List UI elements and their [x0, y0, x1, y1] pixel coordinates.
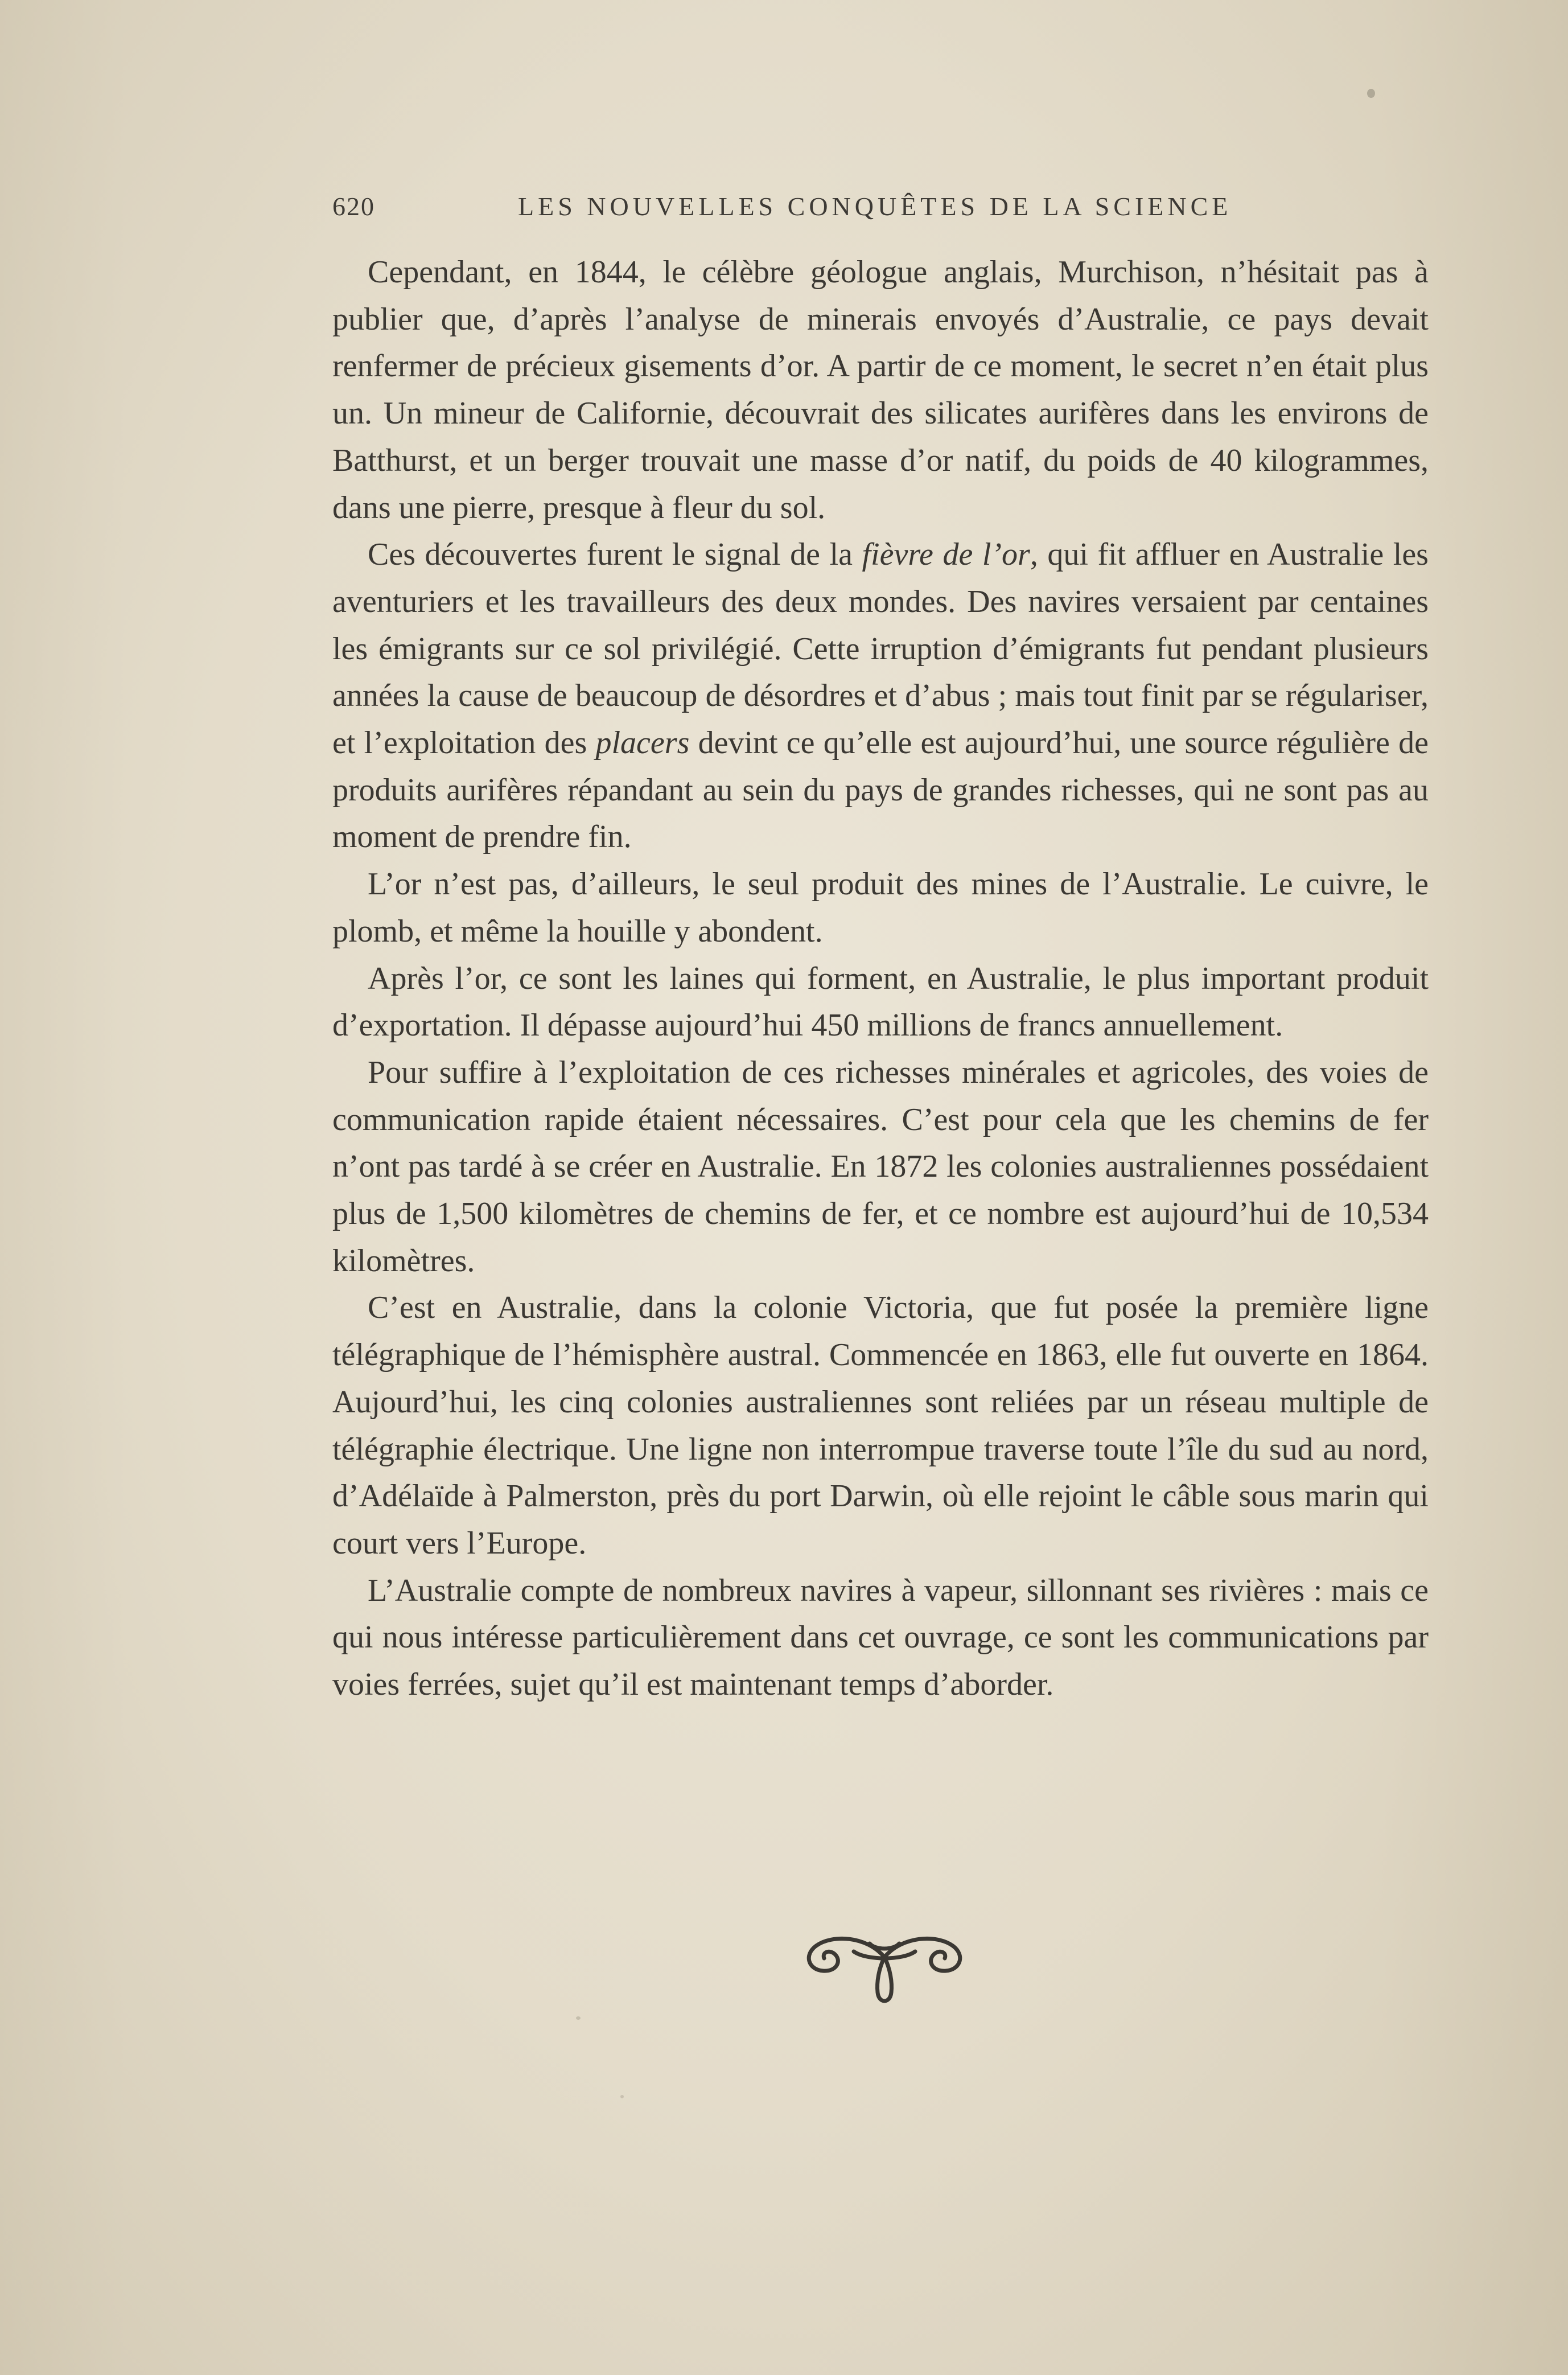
- paragraph-text: devint ce qu’elle est aujourd’hui, une source régulière de produits aurifères répandant au sein du pays de grandes richesses, qui ne sont pas au moment de prendre fin.: [332, 725, 1429, 855]
- paragraph-steamships: L’Australie compte de nombreux navires à vapeur, sillonnant ses rivières : mais ce qui nous intéresse particulièrement dans cet ouvrage, ce sont les communications par voies ferrées, sujet qu’il est maintenant temps d’aborder.: [332, 1572, 1429, 1703]
- paper-speck: [1367, 89, 1375, 98]
- paragraph-murchison: Cependant, en 1844, le célèbre géologue anglais, Murchison, n’hésitait pas à publier que, d’après l’analyse de minerais envoyés d’Australie, ce pays devait renfermer de précieux gisements d’or. A partir de ce moment, le secret n’en était plus un. Un mineur de Californie, découvrait des silicates aurifères dans les environs de Batthurst, et un berger trouvait une masse d’or natif, du poids de 40 kilogrammes, dans une pierre, presque à fleur du sol.: [332, 254, 1429, 525]
- paper-speck: [620, 2095, 624, 2098]
- page-number: 620: [332, 192, 375, 221]
- paragraph-telegraph: C’est en Australie, dans la colonie Victoria, que fut posée la première ligne télégraphique de l’hémisphère austral. Commencée en 1863, elle fut ouverte en 1864. Aujourd’hui, les cinq colonies australiennes sont reliées par un réseau multiple de télégraphie électrique. Une ligne non interrompue traverse toute l’île du sud au nord, d’Adélaïde à Palmerston, près du port Darwin, où elle rejoint le câble sous marin qui court vers l’Europe.: [332, 1290, 1429, 1561]
- body-text: [332, 249, 1429, 1708]
- paragraph-text: , qui fit affluer en Australie les aventuriers et les travailleurs des deux mondes. Des navires versaient par centaines les émigrants sur ce sol privilégié. Cette irruption d’émigrants fut pendant plusieurs années la cause de beaucoup de désordres et d’abus ; mais tout finit par se régulariser, et l’exploitation des: [332, 537, 1429, 761]
- paragraph-text: Ces découvertes furent le signal de la: [368, 537, 862, 573]
- italic-term-placers: placers: [595, 725, 690, 761]
- paragraph-railways: Pour suffire à l’exploitation de ces richesses minérales et agricoles, des voies de communication rapide étaient nécessaires. C’est pour cela que les chemins de fer n’ont pas tardé à se créer en Australie. En 1872 les colonies australiennes possédaient plus de 1,500 kilomètres de chemins de fer, et ce nombre est aujourd’hui de 10,534 kilomètres.: [332, 1054, 1429, 1279]
- paragraph-wool-export: Après l’or, ce sont les laines qui forment, en Australie, le plus important produit d’exportation. Il dépasse aujourd’hui 450 millions de francs annuellement.: [332, 960, 1429, 1043]
- italic-term-gold-fever: fièvre de l’or: [862, 537, 1030, 573]
- fleuron-ornament-icon: [799, 1923, 970, 2014]
- paragraph-gold-fever: [332, 531, 1429, 861]
- running-title: LES NOUVELLES CONQUÊTES DE LA SCIENCE: [518, 192, 1232, 221]
- paragraph-other-minerals: L’or n’est pas, d’ailleurs, le seul produit des mines de l’Australie. Le cuivre, le plomb, et même la houille y abondent.: [332, 866, 1429, 949]
- paper-speck: [576, 2016, 581, 2020]
- running-header: [332, 191, 1429, 231]
